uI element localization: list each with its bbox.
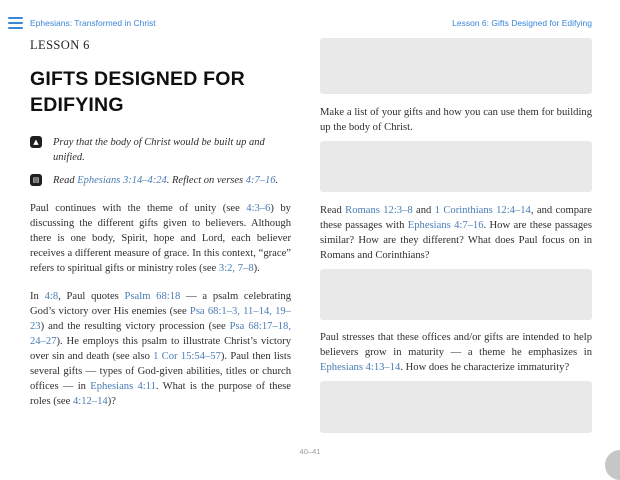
scripture-link[interactable]: Ephesians 4:11 — [90, 381, 156, 392]
scripture-link[interactable]: 4:7–16 — [245, 175, 276, 186]
page-numbers: 40–41 — [299, 447, 321, 456]
lesson-number: LESSON 6 — [30, 38, 90, 52]
read-directive — [30, 173, 291, 188]
scripture-link[interactable]: Romans 12:3–8 — [345, 205, 413, 216]
question-text: Make a list of your gifts and how you can use them for building up the body of Christ. — [320, 107, 592, 133]
paragraph: Paul continues with the theme of unity (see 4:3–6) by discussing the different gifts given to believers. Although there is one body, Spirit, hope and Lord, each believer receives a different measure of grace. In this context, “grace” refers to spiritual gifts or ministry roles (see 3:2, 7–8). — [30, 203, 291, 274]
answer-box-4[interactable] — [320, 381, 592, 433]
scripture-link[interactable]: 4:3–6 — [246, 203, 271, 214]
scripture-link[interactable]: 1 Cor 15:54–57 — [153, 351, 221, 362]
scripture-link[interactable]: Ephesians 4:7–16 — [407, 220, 484, 231]
pray-icon: ▲ — [30, 136, 42, 148]
scripture-link[interactable]: 1 Corinthians 12:4–14 — [434, 205, 531, 216]
pray-text: Pray that the body of Christ would be built up and unified. — [53, 137, 265, 163]
lesson-text-column — [30, 38, 291, 409]
scripture-link[interactable]: 4:8 — [44, 291, 59, 302]
read-text: Read Ephesians 3:14–4:24. Reflect on verses 4:7–16. — [53, 175, 279, 186]
paragraph: In 4:8, Paul quotes Psalm 68:18 — a psalm celebrating God’s victory over His enemies (see Psa 68:1–3, 11–14, 19–23) and the resulting victory procession (see Psa 68:17–18, 24–27). He employs this psalm to illustrate Christ’s victory over sin and death (see also 1 Cor 15:54–57). Paul then lists several gifts — types of God-given abilities, titles or church offices — in Ephesians 4:11. What is the purpose of these roles (see 4:12–14)? — [30, 291, 291, 407]
answer-box-2[interactable] — [320, 141, 592, 192]
answer-box-3[interactable] — [320, 269, 592, 320]
answer-box-1[interactable] — [320, 38, 592, 94]
scripture-link[interactable]: Psalm 68:18 — [124, 291, 181, 302]
menu-icon[interactable] — [8, 17, 23, 29]
question-text: Read Romans 12:3–8 and 1 Corinthians 12:4–14, and compare these passages with Ephesians 4:7–16. How are these passages similar? How are they different? What does Paul focus on in Romans and Corinthians? — [320, 205, 592, 261]
scripture-link[interactable]: Psa 68:17–18, 24–27 — [30, 321, 291, 347]
book-title-link[interactable]: Ephesians: Transformed in Christ — [30, 18, 156, 28]
scripture-link[interactable]: Psa 68:1–3, 11–14, 19–23 — [30, 306, 291, 332]
scripture-link[interactable]: 4:12–14 — [72, 396, 108, 407]
page-title: GIFTS DESIGNED FOR EDIFYING — [30, 68, 245, 116]
scripture-link[interactable]: Ephesians 4:13–14 — [320, 362, 401, 373]
scripture-link[interactable]: 3:2, 7–8 — [218, 263, 254, 274]
lesson-breadcrumb: Lesson 6: Gifts Designed for Edifying — [452, 18, 592, 28]
question-text: Paul stresses that these offices and/or gifts are intended to help believers grow in maturity — a theme he emphasizes in Ephesians 4:13–14. How does he characterize immaturity? — [320, 332, 592, 373]
questions-column — [320, 38, 592, 433]
pray-directive — [30, 135, 291, 165]
scripture-link[interactable]: Ephesians 3:14–4:24 — [77, 175, 167, 186]
book-icon: ▤ — [30, 174, 42, 186]
